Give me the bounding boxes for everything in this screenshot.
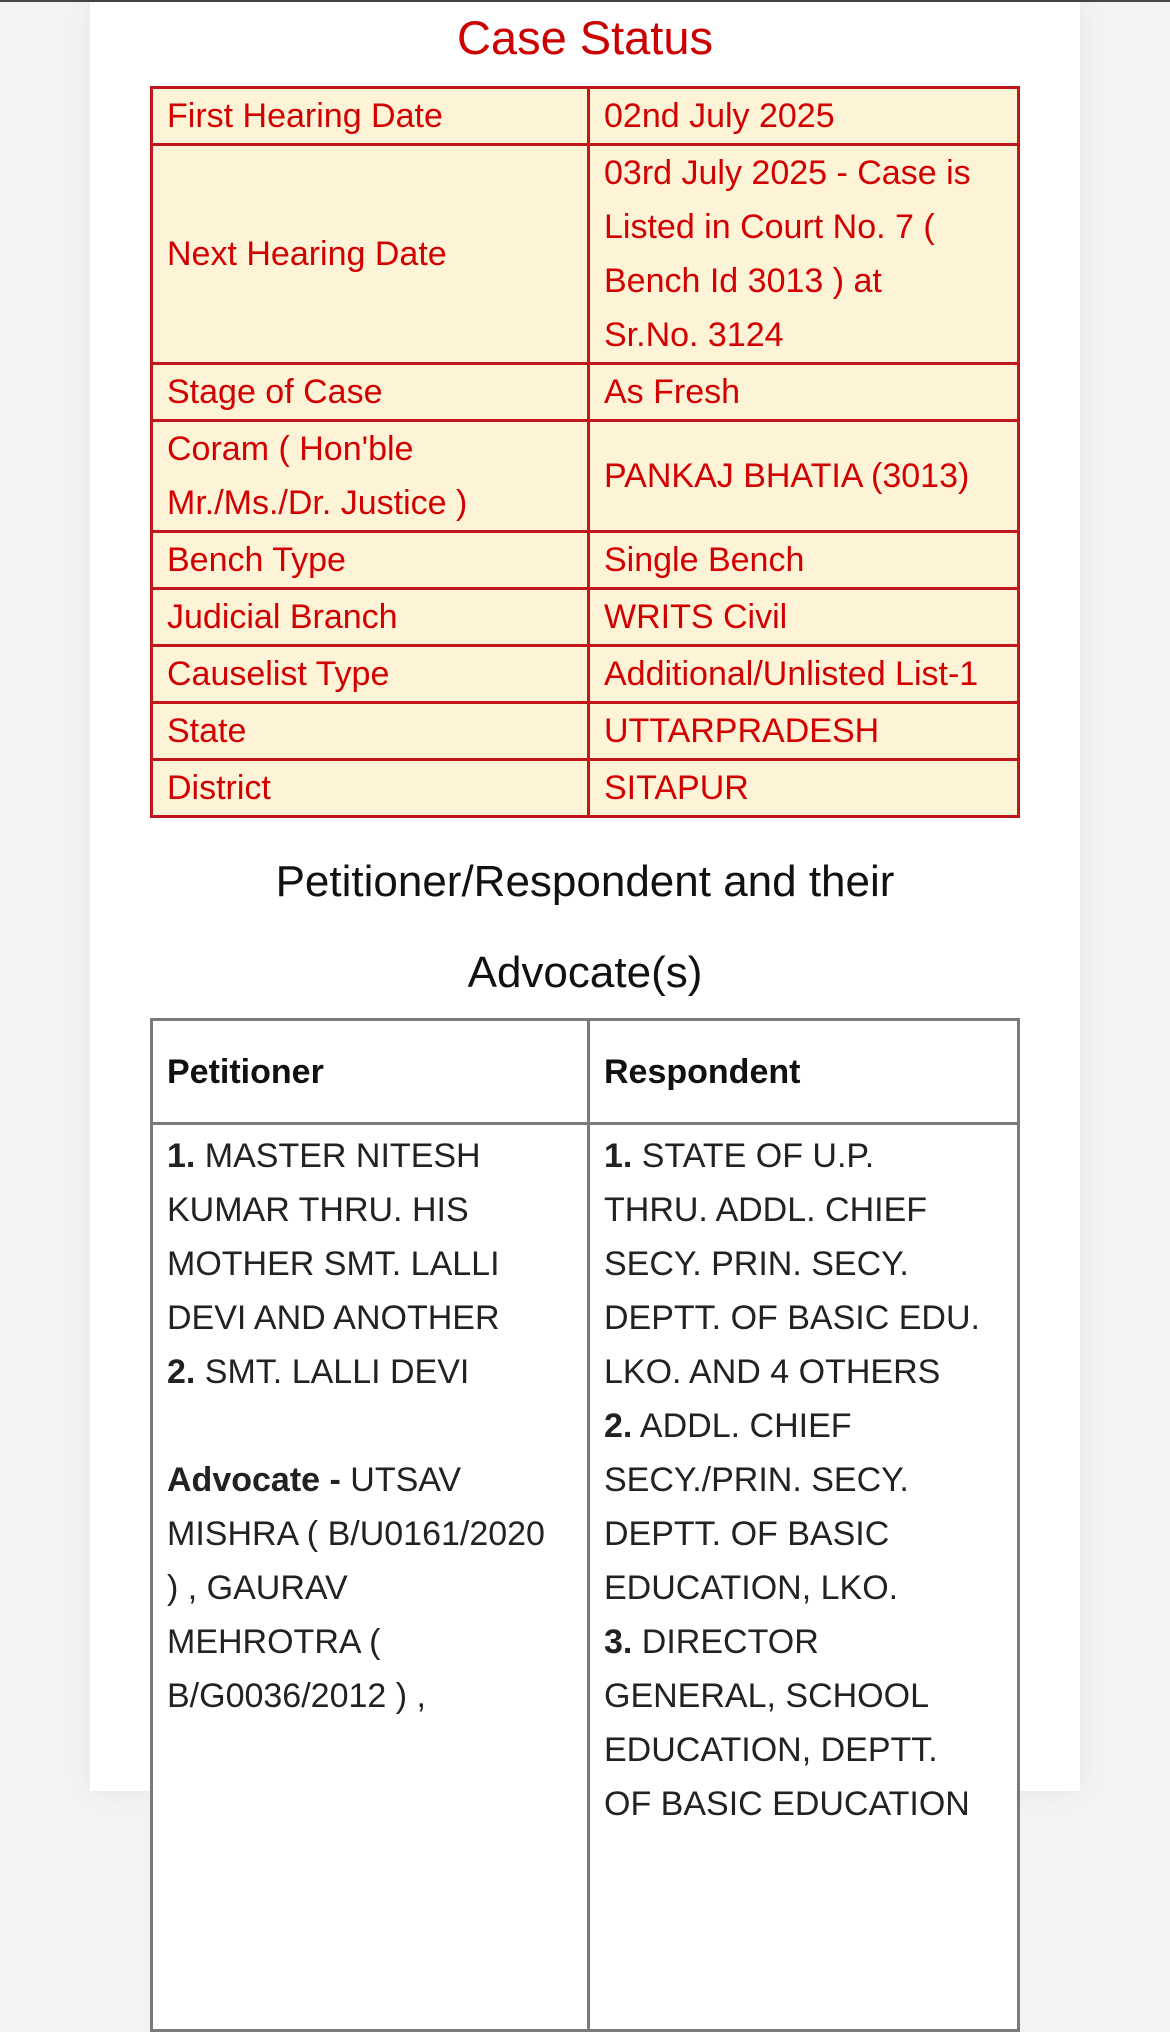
first-hearing-date-value: 02nd July 2025 [589,88,1019,145]
respondent-line: SECY. PRIN. SECY. [604,1245,909,1283]
table-row [152,88,1019,145]
first-hearing-date-label: First Hearing Date [152,88,589,145]
respondent-line: LKO. AND 4 OTHERS [604,1353,941,1391]
bench-type-label: Bench Type [152,532,589,589]
table-row [152,1124,1019,2031]
bench-type-value: Single Bench [589,532,1019,589]
party-number: 2. [167,1353,196,1391]
label-line: Coram ( Hon'ble [167,430,414,468]
petitioner-text: MASTER NITESH [195,1137,481,1175]
parties-heading [90,836,1080,1018]
state-value: UTTARPRADESH [589,703,1019,760]
respondent-line: DEPTT. OF BASIC [604,1515,890,1553]
spacer [167,1399,573,1453]
petitioner-line [167,1345,573,1399]
advocate-line [167,1453,573,1507]
respondent-header: Respondent [589,1020,1019,1124]
petitioner-line: DEVI AND ANOTHER [167,1299,500,1337]
advocate-text: UTSAV [350,1461,462,1499]
respondent-line [604,1615,1003,1669]
judicial-branch-value: WRITS Civil [589,589,1019,646]
petitioner-line [167,1129,573,1183]
respondent-text: DIRECTOR [632,1623,819,1661]
table-row [152,145,1019,364]
table-row [152,703,1019,760]
respondent-line: EDUCATION, LKO. [604,1569,899,1607]
table-row [152,421,1019,532]
petitioner-header: Petitioner [152,1020,589,1124]
party-number: 3. [604,1623,633,1661]
stage-of-case-label: Stage of Case [152,364,589,421]
advocate-line: MISHRA ( B/U0161/2020 [167,1515,545,1553]
advocate-line: ) , GAURAV [167,1569,348,1607]
table-row [152,589,1019,646]
party-number: 1. [604,1137,633,1175]
respondent-line: OF BASIC EDUCATION [604,1785,970,1823]
respondent-line: GENERAL, SCHOOL [604,1677,929,1715]
next-hearing-date-value [589,145,1019,364]
advocate-label: Advocate - [167,1461,351,1499]
table-header-row [152,1020,1019,1124]
stage-of-case-value: As Fresh [589,364,1019,421]
case-status-table [150,86,1020,818]
table-row [152,760,1019,817]
respondent-line: THRU. ADDL. CHIEF [604,1191,928,1229]
petitioner-line: KUMAR THRU. HIS [167,1191,469,1229]
respondent-text: ADDL. CHIEF [632,1407,852,1445]
district-label: District [152,760,589,817]
respondent-cell [589,1124,1019,2031]
respondent-line: EDUCATION, DEPTT. [604,1731,938,1769]
value-line: Bench Id 3013 ) at [604,262,882,300]
coram-label [152,421,589,532]
value-line: Sr.No. 3124 [604,316,784,354]
petitioner-text: SMT. LALLI DEVI [195,1353,470,1391]
party-number: 1. [167,1137,196,1175]
page-title: Case Status [456,11,714,64]
petitioner-cell [152,1124,589,2031]
table-row [152,532,1019,589]
respondent-line [604,1129,1003,1183]
causelist-type-label: Causelist Type [152,646,589,703]
table-row [152,364,1019,421]
heading-line: Petitioner/Respondent and their [275,857,895,906]
heading-line: Advocate(s) [467,948,703,997]
party-number: 2. [604,1407,633,1445]
causelist-type-value: Additional/Unlisted List-1 [589,646,1019,703]
respondent-line [604,1399,1003,1453]
advocate-line: MEHROTRA ( [167,1623,381,1661]
value-line: Listed in Court No. 7 ( [604,208,935,246]
parties-table [150,1018,1020,2032]
petitioner-line: MOTHER SMT. LALLI [167,1245,500,1283]
page-content [90,2,1080,1823]
judicial-branch-label: Judicial Branch [152,589,589,646]
respondent-line: SECY./PRIN. SECY. [604,1461,909,1499]
respondent-text: STATE OF U.P. [632,1137,875,1175]
state-label: State [152,703,589,760]
advocate-line: B/G0036/2012 ) , [167,1677,426,1715]
table-row [152,646,1019,703]
coram-value: PANKAJ BHATIA (3013) [589,421,1019,532]
respondent-line: DEPTT. OF BASIC EDU. [604,1299,980,1337]
district-value: SITAPUR [589,760,1019,817]
next-hearing-date-label: Next Hearing Date [152,145,589,364]
value-line: 03rd July 2025 - Case is [604,154,971,192]
label-line: Mr./Ms./Dr. Justice ) [167,484,468,522]
